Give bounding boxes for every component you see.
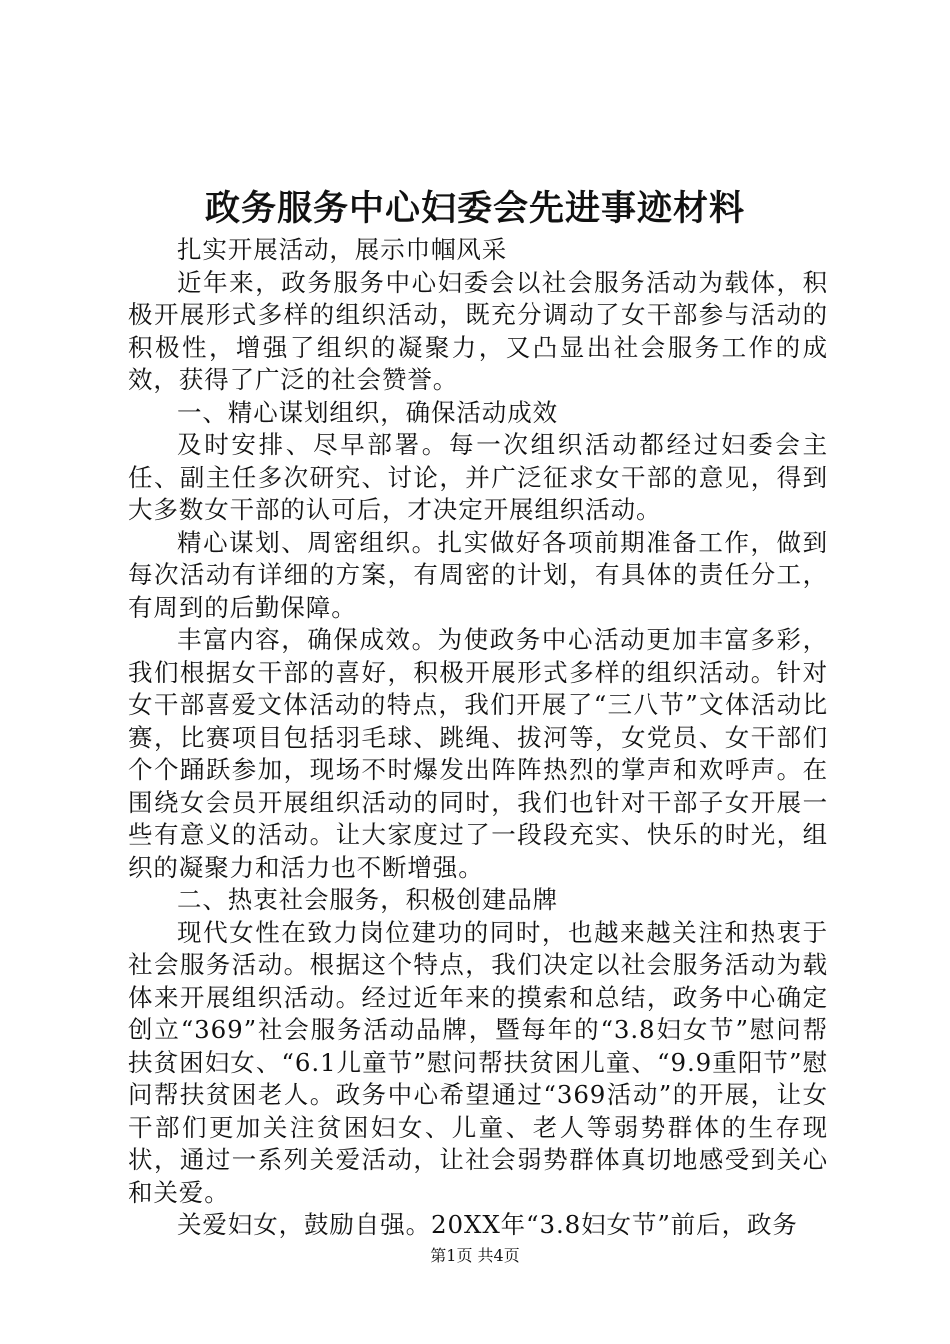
- section-heading-2: 二、热衷社会服务，积极创建品牌: [177, 885, 558, 914]
- section-heading-1: 一、精心谋划组织，确保活动成效: [177, 397, 558, 427]
- document-body: [128, 234, 828, 1242]
- body-paragraph: 关爱妇女，鼓励自强。20XX年“3.8妇女节”前后，政务: [177, 1210, 798, 1239]
- body-paragraph: 及时安排、尽早部署。每一次组织活动都经过妇委会主任、副主任多次研究、讨论，并广泛征求女干部的意见，得到大多数女干部的认可后，才决定开展组织活动。: [128, 430, 828, 524]
- page-number-footer: 第1页 共4页: [430, 1246, 520, 1265]
- subtitle-paragraph: 扎实开展活动，展示巾帼风采: [177, 235, 508, 264]
- body-paragraph: 丰富内容，确保成效。为使政务中心活动更加丰富多彩，我们根据女干部的喜好，积极开展形式多样的组织活动。针对女干部喜爱文体活动的特点，我们开展了“三八节”文体活动比赛，比赛项目包括羽毛球、跳绳、拔河等，女党员、女干部们个个踊跃参加，现场不时爆发出阵阵热烈的掌声和欢呼声。在围绕女会员开展组织活动的同时，我们也针对干部子女开展一些有意义的活动。让大家度过了一段段充实、快乐的时光，组织的凝聚力和活力也不断增强。: [128, 625, 828, 882]
- body-paragraph: 精心谋划、周密组织。扎实做好各项前期准备工作，做到每次活动有详细的方案，有周密的计划，有具体的责任分工，有周到的后勤保障。: [128, 527, 828, 622]
- body-paragraph: 现代女性在致力岗位建功的同时，也越来越关注和热衷于社会服务活动。根据这个特点，我们决定以社会服务活动为载体来开展组织活动。经过近年来的摸索和总结，政务中心确定创立“369”社会服务活动品牌，暨每年的“3.8妇女节”慰问帮扶贫困妇女、“6.1儿童节”慰问帮扶贫困儿童、“9.9重阳节”慰问帮扶贫困老人。政务中心希望通过“369活动”的开展，让女干部们更加关注贫困妇女、儿童、老人等弱势群体的生存现状，通过一系列关爱活动，让社会弱势群体真切地感受到关心和关爱。: [128, 917, 828, 1207]
- intro-paragraph: 近年来，政务服务中心妇委会以社会服务活动为载体，积极开展形式多样的组织活动，既充分调动了女干部参与活动的积极性，增强了组织的凝聚力，又凸显出社会服务工作的成效，获得了广泛的社会赞誉。: [128, 267, 828, 394]
- document-title: 政务服务中心妇委会先进事迹材料: [204, 188, 745, 229]
